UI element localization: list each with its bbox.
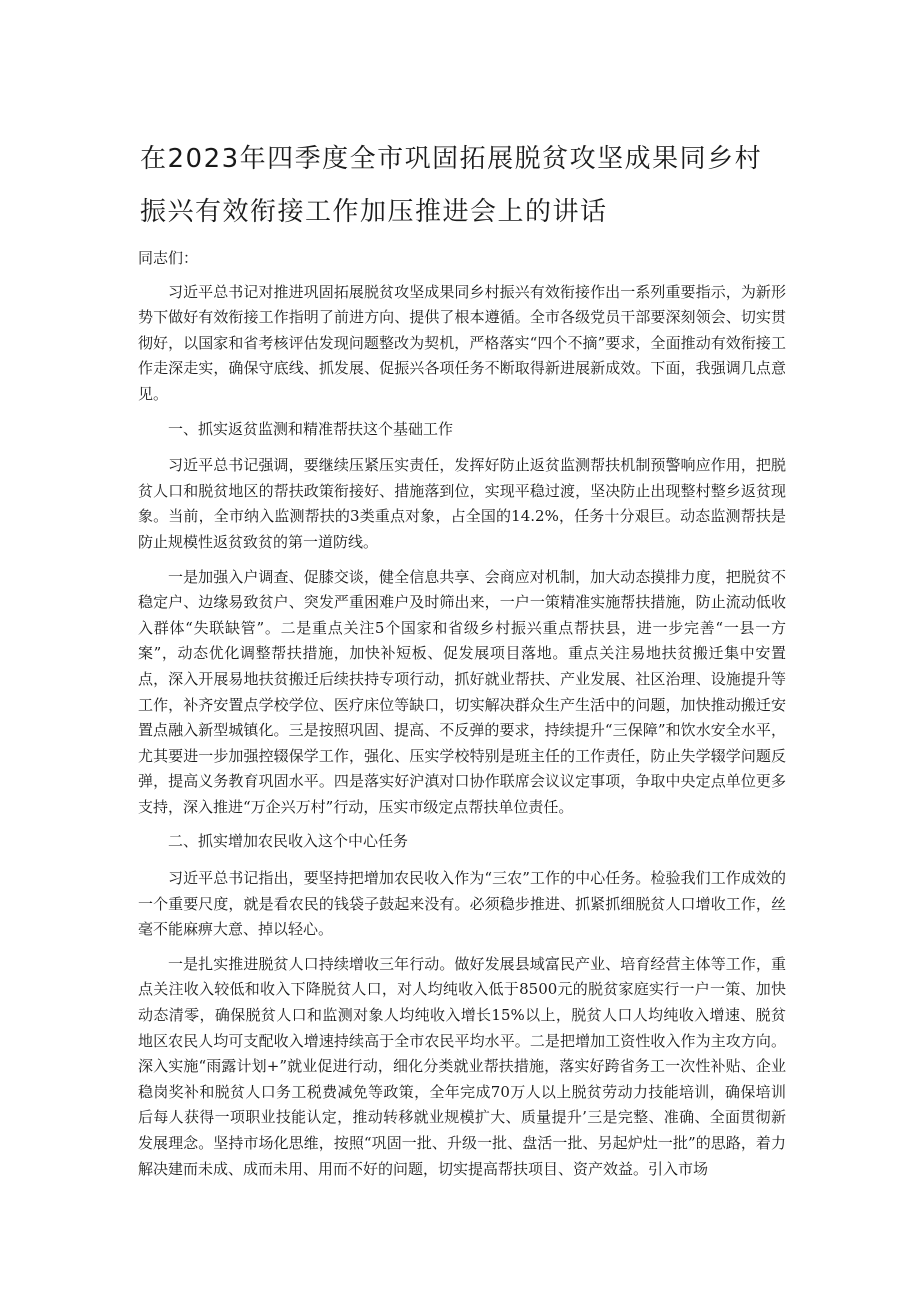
section-heading-1: 一、抓实返贫监测和精准帮扶这个基础工作 (168, 419, 454, 438)
paragraph: 一是加强入户调查、促膝交谈，健全信息共享、会商应对机制，加大动态摸排力度，把脱贫不稳定户、边缘易致贫户、突发严重困难户及时筛出来，一户一策精准实施帮扶措施，防止流动低收入群体“失联缺管”。二是重点关注5个国家和省级乡村振兴重点帮扶县，进一步完善“一县一方案”，动态优化调整帮扶措施，加快补短板、促发展项目落地。重点关注易地扶贫搬迁集中安置点，深入开展易地扶贫搬迁后续扶持专项行动，抓好就业帮扶、产业发展、社区治理、设施提升等工作，补齐安置点学校学位、医疗床位等缺口，切实解决群众生产生活中的问题，加快推动搬迁安置点融入新型城镇化。三是按照巩固、提高、不反弹的要求，持续提升“三保障”和饮水安全水平，尤其要进一步加强控辍保学工作，强化、压实学校特别是班主任的工作责任，防止失学辍学问题反弹，提高义务教育巩固水平。四是落实好沪滇对口协作联席会议议定事项，争取中央定点单位更多支持，深入推进“万企兴万村”行动，压实市级定点帮扶单位责任。 (138, 567, 786, 816)
paragraph: 一是扎实推进脱贫人口持续增收三年行动。做好发展县域富民产业、培育经营主体等工作，重点关注收入较低和收入下降脱贫人口，对人均纯收入低于8500元的脱贫家庭实行一户一策、加快动态清零，确保脱贫人口和监测对象人均纯收入增长15%以上，脱贫人口人均纯收入增速、脱贫地区农民人均可支配收入增速持续高于全市农民平均水平。二是把增加工资性收入作为主攻方向。深入实施“雨露计划+”就业促进行动，细化分类就业帮扶措施，落实好跨省务工一次性补贴、企业稳岗奖补和脱贫人口务工税费减免等政策，全年完成70万人以上脱贫劳动力技能培训，确保培训后每人获得一项职业技能认定，推动转移就业规模扩大、质量提升’三是完整、准确、全面贯彻新发展理念。坚持市场化思维，按照“巩固一批、升级一批、盘活一批、另起炉灶一批”的思路，着力解决建而未成、成而未用、用而不好的问题，切实提高帮扶项目、资产效益。引入市场 (138, 954, 786, 1178)
paragraph: 习近平总书记强调，要继续压紧压实责任，发挥好防止返贫监测帮扶机制预警响应作用，把脱贫人口和脱贫地区的帮扶政策衔接好、措施落到位，实现平稳过渡，坚决防止出现整村整乡返贫现象。当前，全市纳入监测帮扶的3类重点对象，占全国的14.2%，任务十分艰巨。动态监测帮扶是防止规模性返贫致贫的第一道防线。 (138, 456, 786, 551)
paragraph: 习近平总书记指出，要坚持把增加农民收入作为“三农”工作的中心任务。检验我们工作成效的一个重要尺度，就是看农民的钱袋子鼓起来没有。必须稳步推进、抓紧抓细脱贫人口增收工作，丝毫不能麻痹大意、掉以轻心。 (138, 869, 786, 939)
document-title-line-1: 在2023年四季度全市巩固拓展脱贫攻坚成果同乡村 (140, 144, 763, 174)
salutation: 同志们： (138, 249, 199, 267)
section-heading-2: 二、抓实增加农民收入这个中心任务 (168, 832, 409, 851)
document-title-line-2: 振兴有效衔接工作加压推进会上的讲话 (140, 197, 608, 227)
document-body (138, 246, 786, 1191)
paragraph-intro: 习近平总书记对推进巩固拓展脱贫攻坚成果同乡村振兴有效衔接作出一系列重要指示，为新形势下做好有效衔接工作指明了前进方向、提供了根本遵循。全市各级党员干部要深刻领会、切实贯彻好，以国家和省考核评估发现问题整改为契机，严格落实“四个不摘”要求，全面推动有效衔接工作走深走实，确保守底线、抓发展、促振兴各项任务不断取得新进展新成效。下面，我强调几点意见。 (138, 282, 786, 403)
